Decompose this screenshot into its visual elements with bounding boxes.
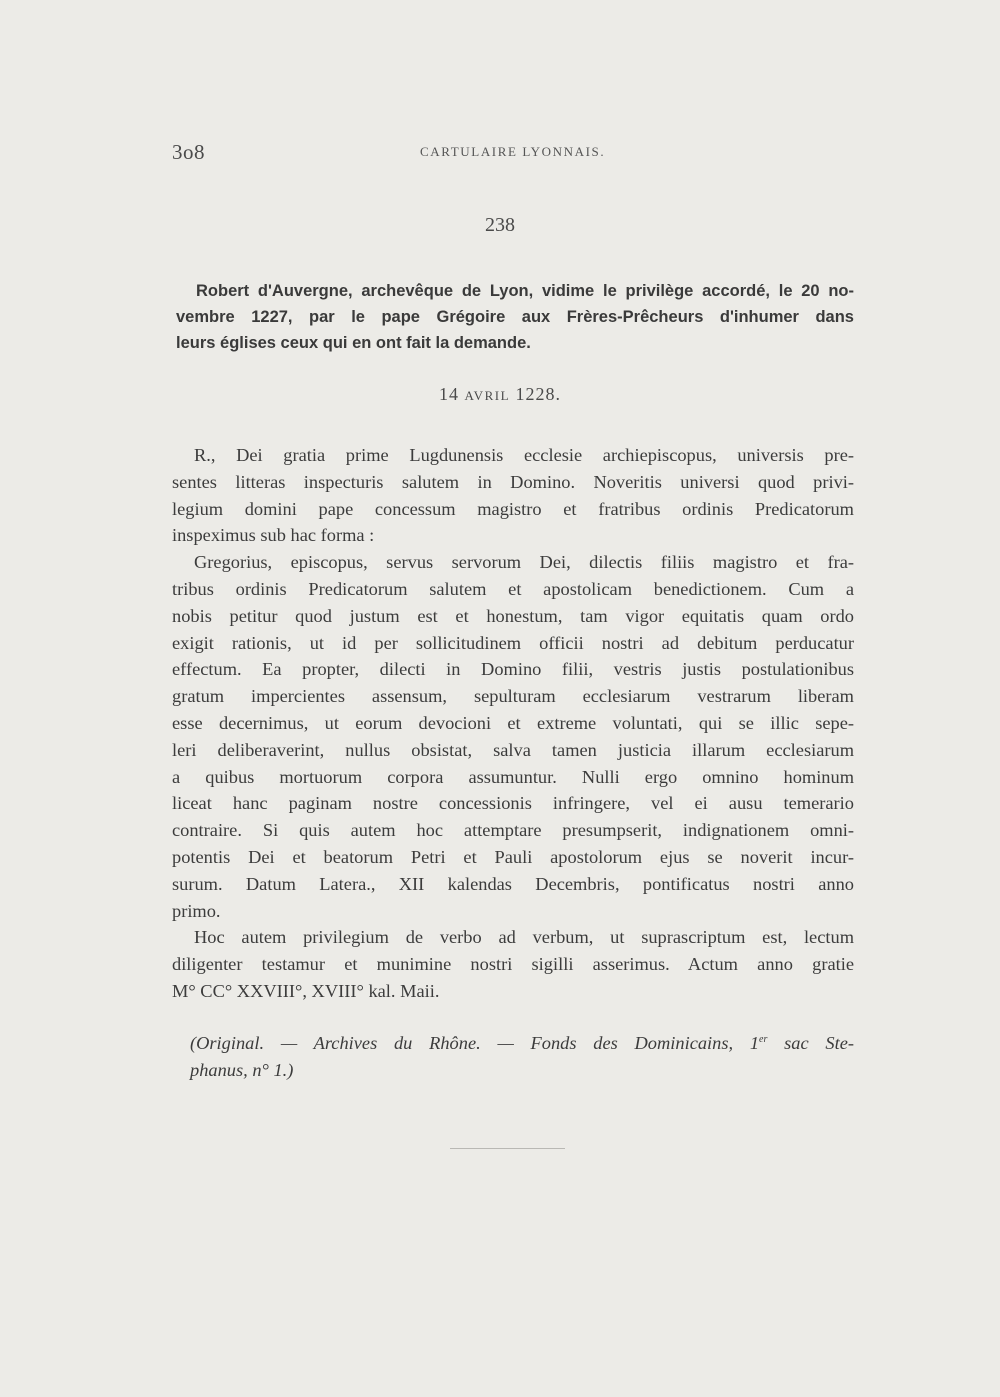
text-line: surum. Datum Latera., XII kalendas Decembris, pontificatus nostri anno <box>172 873 854 894</box>
end-rule <box>450 1148 565 1149</box>
date-year: 1228. <box>515 384 562 404</box>
text-line: Hoc autem privilegium de verbo ad verbum, ut suprascriptum est, lectum <box>194 927 854 948</box>
running-head <box>172 140 862 170</box>
text-line: exigit rationis, ut id per sollicitudinem officii nostri ad debitum perducatur <box>172 632 854 653</box>
paragraph-attestation <box>172 924 854 1004</box>
charter-summary <box>176 278 854 356</box>
text-line: legium domini pape concessum magistro et fratribus ordinis Predicatorum <box>172 498 854 519</box>
paragraph-papal-bull <box>172 549 854 924</box>
text-line: esse decernimus, ut eorum devocioni et extreme voluntati, qui se illic sepe- <box>172 712 854 733</box>
text-line: primo. <box>172 900 221 921</box>
text-line: gratum impercientes assensum, sepulturam ecclesiarum vestrarum liberam <box>172 686 854 707</box>
charter-text <box>172 442 854 1005</box>
running-title: CARTULAIRE LYONNAIS. <box>420 144 606 159</box>
page-number: 3o8 <box>172 140 205 164</box>
text-line: tribus ordinis Predicatorum salutem et apostolicam benedictionem. Cum a <box>172 578 854 599</box>
source-text-end: sac Ste- <box>767 1033 854 1053</box>
source-note <box>190 1030 854 1084</box>
summary-line: leurs églises ceux qui en ont fait la demande. <box>176 334 531 352</box>
source-line <box>190 1030 854 1057</box>
text-line: sentes litteras inspecturis salutem in Domino. Noveritis universi quod privi- <box>172 471 854 492</box>
charter-date <box>0 384 1000 405</box>
text-line: a quibus mortuorum corpora assumuntur. Nulli ergo omnino hominum <box>172 766 854 787</box>
date-month: AVRIL <box>464 388 511 403</box>
text-line: M° CC° XXVIII°, XVIII° kal. Maii. <box>172 980 440 1001</box>
text-line: leri deliberaverint, nullus obsistat, salva tamen justicia illarum ecclesiarum <box>172 739 854 760</box>
text-line: diligenter testamur et munimine nostri sigilli asserimus. Actum anno gratie <box>172 954 854 975</box>
text-line: effectum. Ea propter, dilecti in Domino filii, vestris justis postulationibus <box>172 659 854 680</box>
text-line: nobis petitur quod justum est et honestum, tam vigor equitatis quam ordo <box>172 605 854 626</box>
source-text: (Original. — Archives du Rhône. — Fonds des Dominicains, 1 <box>190 1033 760 1053</box>
summary-line: Robert d'Auvergne, archevêque de Lyon, vidime le privilège accordé, le 20 no- <box>196 282 854 300</box>
date-day: 14 <box>438 384 459 404</box>
text-line: liceat hanc paginam nostre concessionis infringere, vel ei ausu temerario <box>172 793 854 814</box>
paragraph-preamble <box>172 442 854 549</box>
charter-number: 238 <box>485 214 515 236</box>
text-line: Gregorius, episcopus, servus servorum Dei, dilectis filiis magistro et fra- <box>194 552 854 573</box>
source-superscript: er <box>759 1034 768 1045</box>
summary-line: vembre 1227, par le pape Grégoire aux Frères-Prêcheurs d'inhumer dans <box>176 308 854 326</box>
text-line: contraire. Si quis autem hoc attemptare presumpserit, indignationem omni- <box>172 820 854 841</box>
text-line: R., Dei gratia prime Lugdunensis ecclesie archiepiscopus, universis pre- <box>194 445 854 465</box>
source-line: phanus, n° 1.) <box>190 1060 294 1080</box>
text-line: potentis Dei et beatorum Petri et Pauli apostolorum ejus se noverit incur- <box>172 846 854 867</box>
text-line: inspeximus sub hac forma : <box>172 525 375 546</box>
